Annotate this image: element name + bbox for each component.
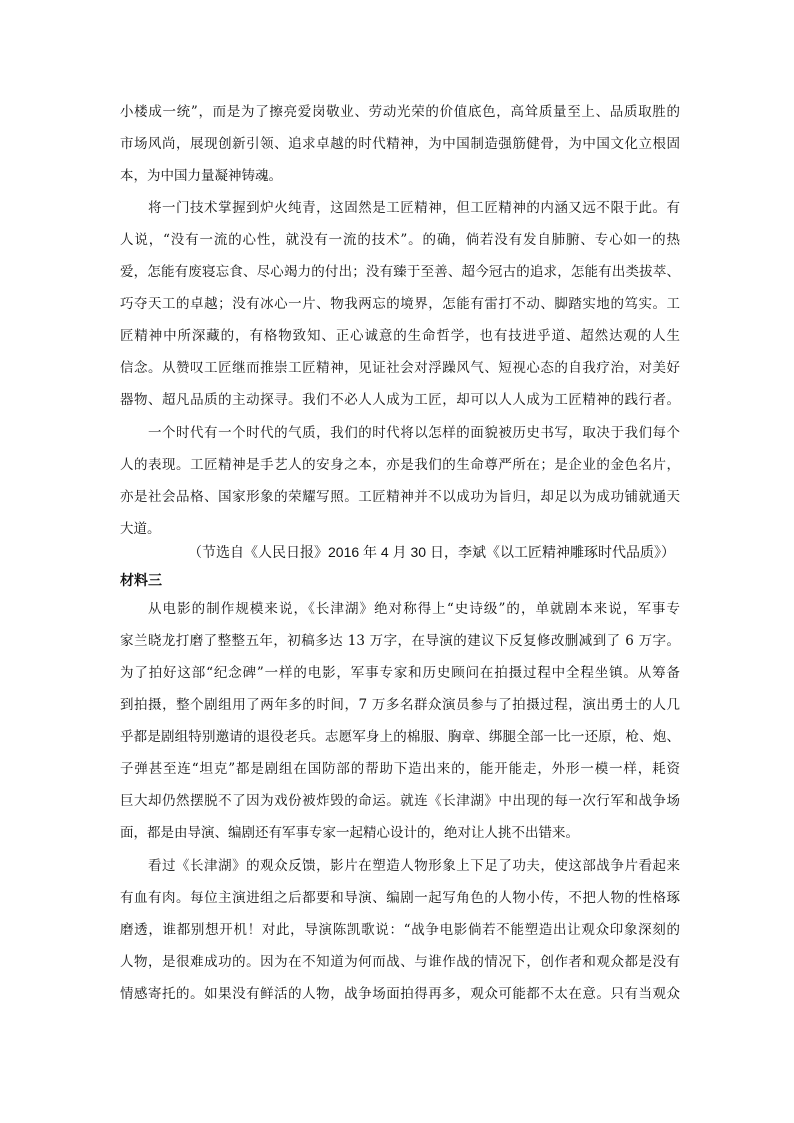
- paragraph-5-line-2: 有血有肉。每位主演进组之后都要和导演、编剧一起写角色的人物小传，不把人物的性格琢: [120, 890, 680, 906]
- paragraph-4-line-6: 子弹甚至连“坦克”都是剧组在国防部的帮助下造出来的，能开能走，外形一模一样，耗资: [120, 761, 680, 777]
- paragraph-4-line-1: 从电影的制作规模来说，《长津湖》绝对称得上“史诗级”的，单就剧本来说，军事专: [148, 601, 680, 617]
- paragraph-4-line-8: 面，都是由导演、编剧还有军事专家一起精心设计的，绝对让人挑不出错来。: [120, 825, 579, 841]
- paragraph-5-line-1: 看过《长津湖》的观众反馈，影片在塑造人物形象上下足了功夫，使这部战争片看起来: [148, 858, 680, 874]
- paragraph-4-line-4: 到拍摄，整个剧组用了两年多的时间，7 万多名群众演员参与了拍摄过程，演出勇士的人几: [120, 697, 680, 713]
- paragraph-5-line-5: 情感寄托的。如果没有鲜活的人物，战争场面拍得再多，观众可能都不太在意。只有当观众: [120, 986, 680, 1002]
- paragraph-4-line-2: 家兰晓龙打磨了整整五年，初稿多达 13 万字，在导演的建议下反复修改删减到了 6 万字。: [120, 633, 680, 649]
- paragraph-2-line-1: 将一门技术掌握到炉火纯青，这固然是工匠精神，但工匠精神的内涵又远不限于此。有: [148, 200, 680, 216]
- paragraph-2-line-4: 巧夺天工的卓越；没有冰心一片、物我两忘的境界，怎能有雷打不动、脚踏实地的笃实。工: [120, 296, 680, 312]
- paragraph-3-line-1: 一个时代有一个时代的气质，我们的时代将以怎样的面貌被历史书写，取决于我们每个: [148, 425, 680, 441]
- paragraph-1-line-3: 本，为中国力量凝神铸魂。: [120, 168, 282, 184]
- paragraph-4-line-5: 乎都是剧组特别邀请的退役老兵。志愿军身上的棉服、胸章、绑腿全部一比一还原，枪、炮、: [120, 729, 680, 745]
- paragraph-5-line-4: 人物，是很难成功的。因为在不知道为何而战、与谁作战的情况下，创作者和观众都是没有: [120, 954, 680, 970]
- paragraph-2-line-5: 匠精神中所深藏的，有格物致知、正心诚意的生命哲学，也有技进乎道、超然达观的人生: [120, 328, 680, 344]
- paragraph-1-line-2: 市场风尚，展现创新引领、追求卓越的时代精神，为中国制造强筋健骨，为中国文化立根固: [120, 136, 680, 152]
- paragraph-2-line-3: 爱，怎能有废寝忘食、尽心竭力的付出；没有臻于至善、超今冠古的追求，怎能有出类拔萃、: [120, 264, 680, 280]
- paragraph-4-line-3: 为了拍好这部“纪念碑”一样的电影，军事专家和历史顾问在拍摄过程中全程坐镇。从筹备: [120, 665, 680, 681]
- source-citation: （节选自《人民日报》2016 年 4 月 30 日，李斌《以工匠精神雕琢时代品质》）: [188, 544, 675, 560]
- paragraph-1-line-1: 小楼成一统”，而是为了擦亮爱岗敬业、劳动光荣的价值底色，高耸质量至上、品质取胜的: [120, 104, 680, 120]
- paragraph-3-line-3: 亦是社会品格、国家形象的荣耀写照。工匠精神并不以成功为旨归，却足以为成功铺就通天: [120, 489, 680, 505]
- paragraph-5-line-3: 磨透，谁都别想开机！对此，导演陈凯歌说：“战争电影倘若不能塑造出让观众印象深刻的: [120, 922, 680, 938]
- paragraph-4-line-7: 巨大却仍然摆脱不了因为戏份被炸毁的命运。就连《长津湖》中出现的每一次行军和战争场: [120, 793, 680, 809]
- material-heading: 材料三: [120, 573, 162, 589]
- paragraph-2-line-6: 信念。从赞叹工匠继而推崇工匠精神，见证社会对浮躁风气、短视心态的自我疗治，对美好: [120, 360, 680, 376]
- paragraph-3-line-4: 大道。: [120, 521, 161, 537]
- paragraph-2-line-7: 器物、超凡品质的主动探寻。我们不必人人成为工匠，却可以人人成为工匠精神的践行者。: [120, 392, 680, 408]
- paragraph-3-line-2: 人的表现。工匠精神是手艺人的安身之本，亦是我们的生命尊严所在；是企业的金色名片，: [120, 457, 680, 473]
- paragraph-2-line-2: 人说，“没有一流的心性，就没有一流的技术”。的确，倘若没有发自肺腑、专心如一的热: [120, 232, 680, 248]
